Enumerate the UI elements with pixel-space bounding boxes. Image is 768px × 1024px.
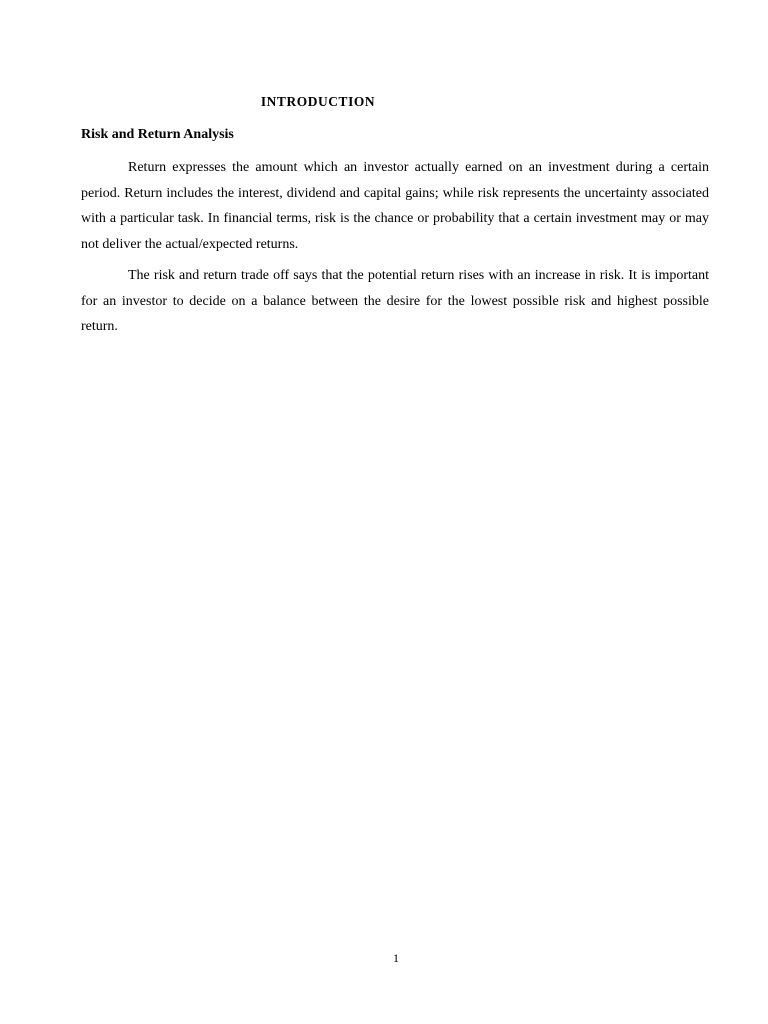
page-number: 1	[393, 951, 399, 965]
body-paragraph-1: Return expresses the amount which an investor actually earned on an investment during a certain period. Return includes the interest, dividend and capital gains; while risk represents the uncertainty associated with a particular task. In financial terms, risk is the chance or probability that a certain investment may or may not deliver the actual/expected returns.	[81, 160, 709, 252]
section-subheading: Risk and Return Analysis	[81, 127, 234, 142]
body-paragraph-2: The risk and return trade off says that the potential return rises with an increase in risk. It is important for an investor to decide on a balance between the desire for the lowest possible risk and highest possible return.	[81, 268, 709, 334]
section-heading: INTRODUCTION	[260, 94, 376, 109]
